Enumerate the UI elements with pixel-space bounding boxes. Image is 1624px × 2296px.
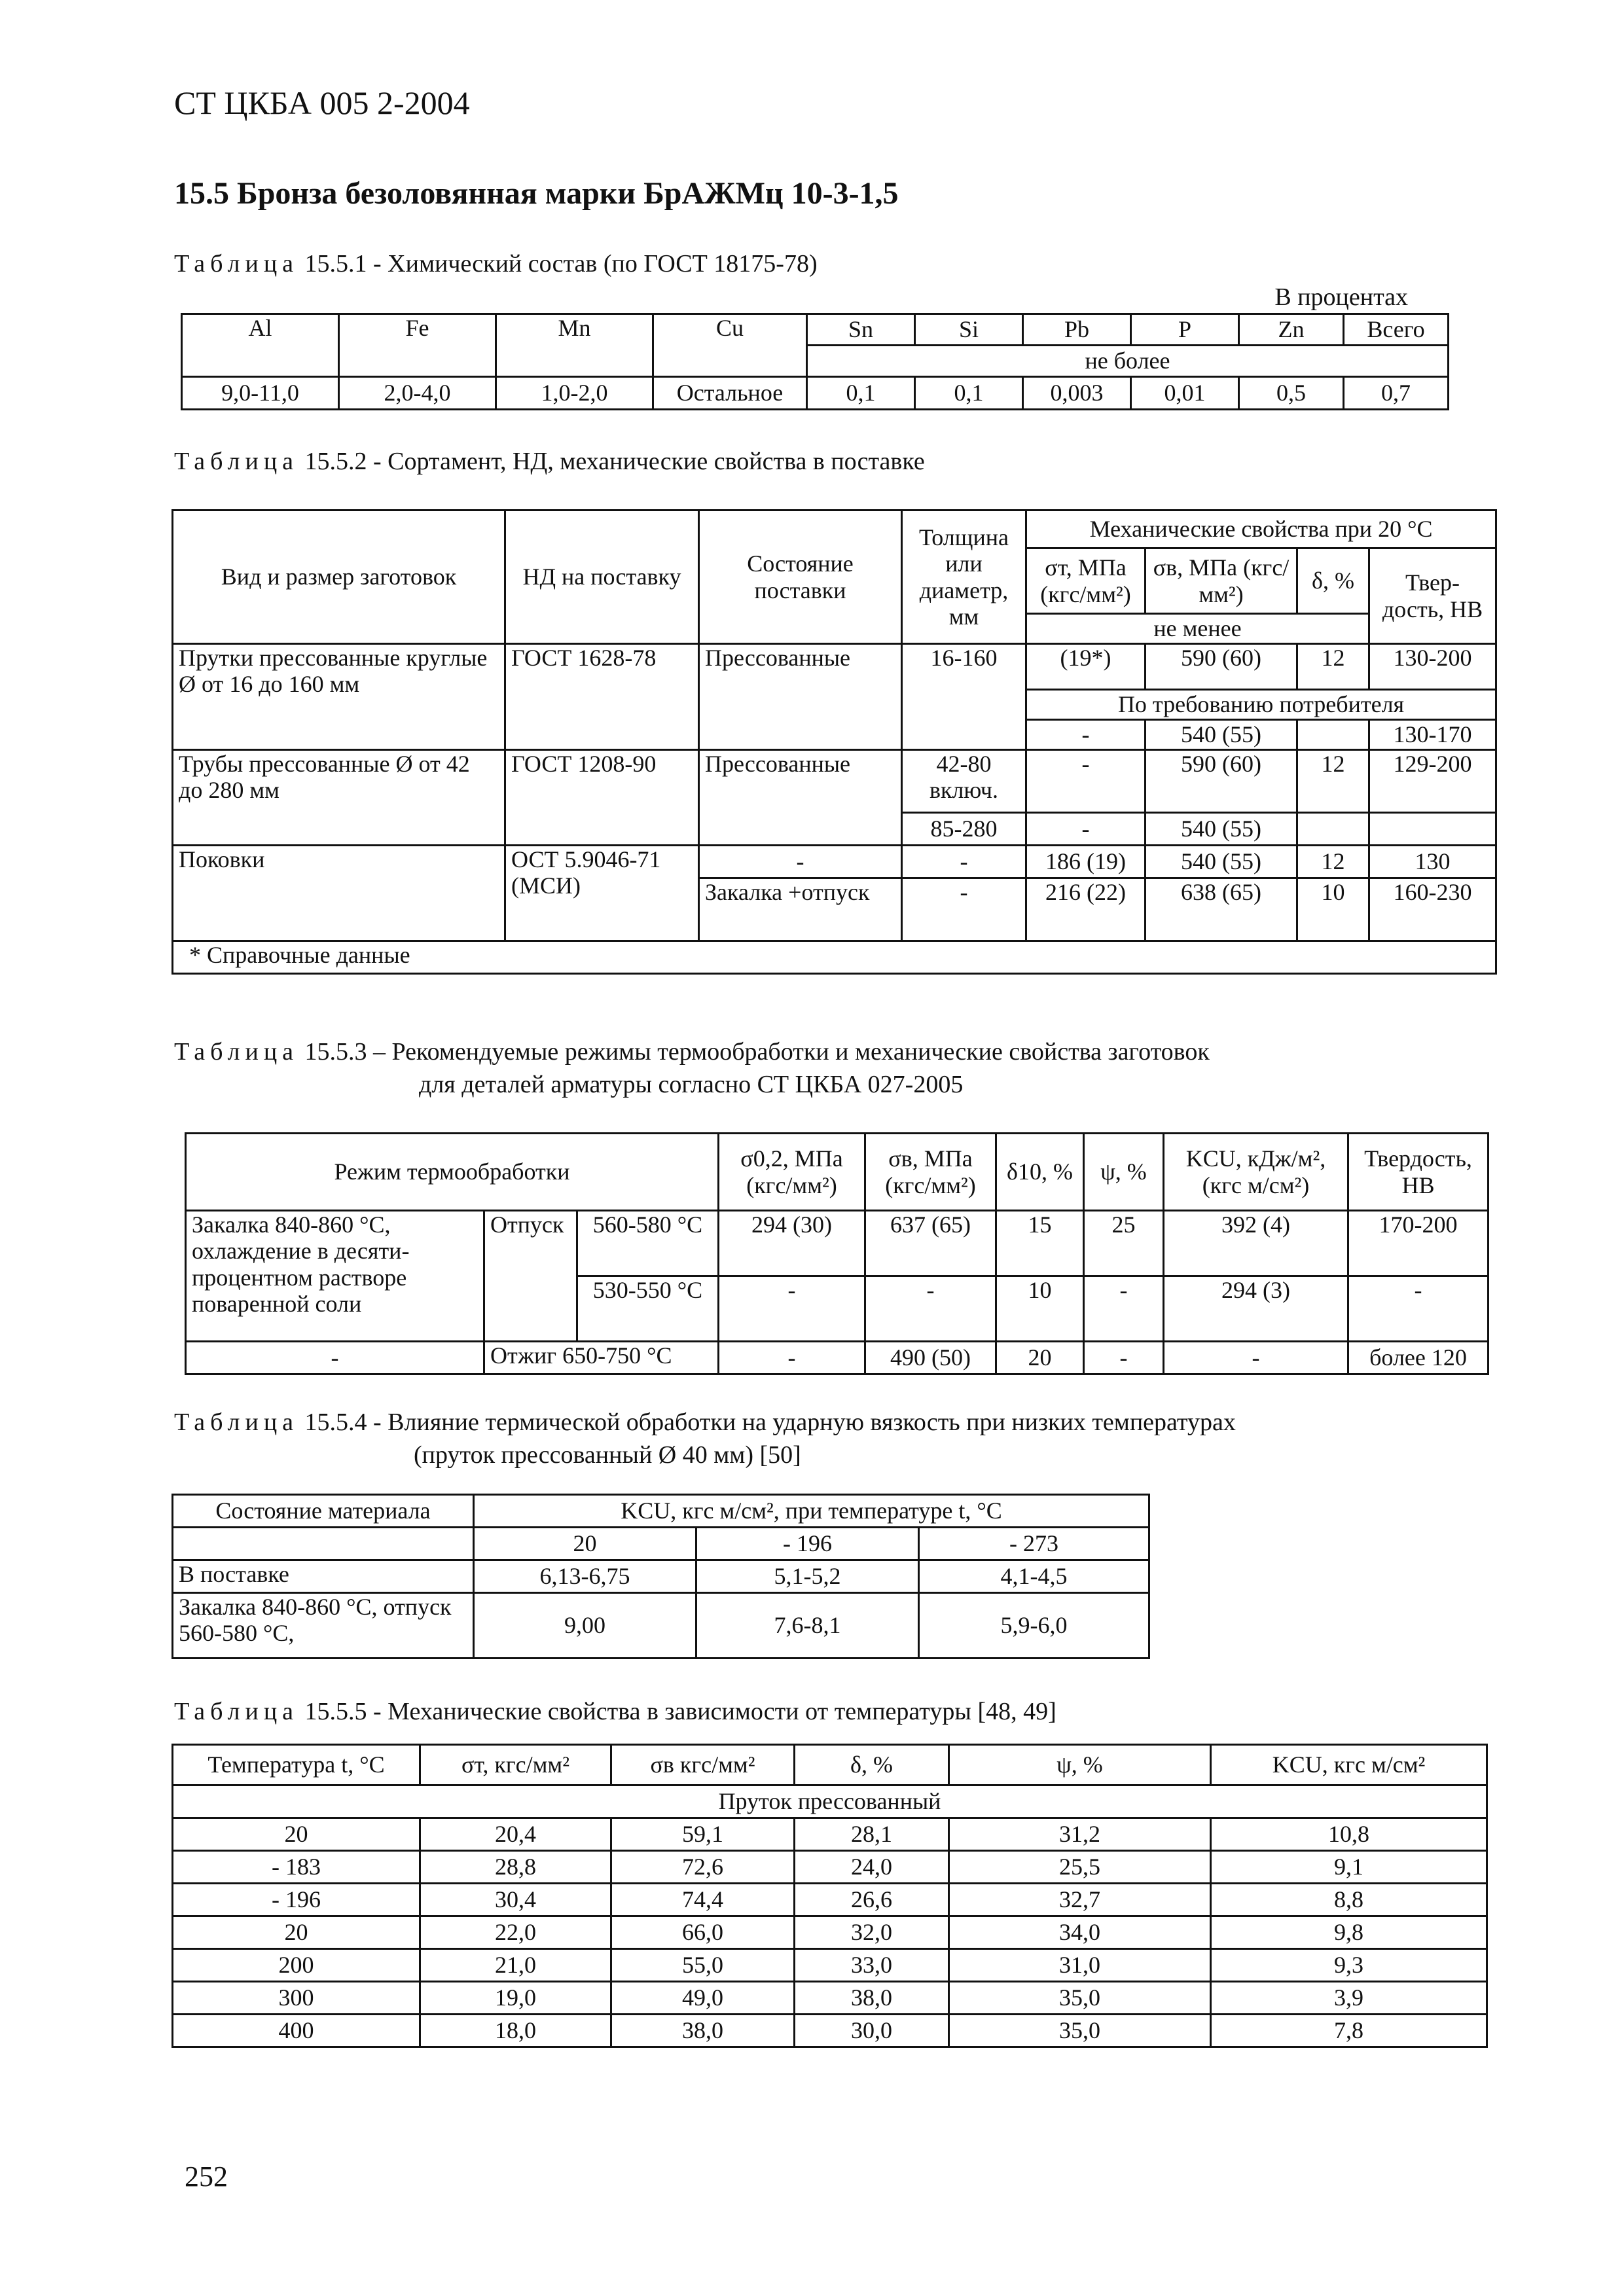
table1-header-cell: Zn [1239, 314, 1344, 346]
table-row [173, 1916, 1487, 1949]
table3-header-psi: ψ, % [1084, 1134, 1164, 1211]
table2-cell-nd: ОСТ 5.9046-71 (МСИ) [505, 846, 699, 941]
table2-cell: 590 (60) [1146, 750, 1297, 813]
table2-cell-state: - [699, 846, 902, 878]
table4-caption-text: 15.5.4 - Влияние термической обработки на ударную вязкость при низких температурах [304, 1408, 1236, 1436]
table5-cell: 35,0 [949, 2015, 1211, 2047]
table3-cell-temper: Отпуск [484, 1211, 577, 1342]
table2-cell-type: Поковки [173, 846, 505, 941]
table4-cell: 6,13-6,75 [474, 1560, 696, 1593]
table4-cell: 7,6-8,1 [696, 1593, 919, 1659]
table1-cell: 0,003 [1023, 377, 1131, 410]
table5-caption-text: 15.5.5 - Механические свойства в зависимости от температуры [48, 49] [304, 1698, 1056, 1725]
table1-unit: В процентах [1274, 283, 1408, 311]
table3-cell: - [1084, 1342, 1164, 1374]
table1-caption [174, 247, 818, 280]
table5-cell: 31,0 [949, 1949, 1211, 1982]
table5-header-cell: σв кгс/мм² [611, 1745, 795, 1785]
table3-header-mode: Режим термообработки [186, 1134, 719, 1211]
table2-cell: - [1026, 750, 1146, 813]
table2-not-less: не менее [1026, 614, 1369, 644]
table3-cell: 294 (3) [1164, 1276, 1348, 1342]
table5-cell: 20,4 [420, 1818, 611, 1851]
table2-cell-state: Прессованные [699, 644, 902, 750]
table2-cell [1297, 720, 1369, 750]
table5-cell: 28,1 [795, 1818, 949, 1851]
table5-cell: 30,4 [420, 1884, 611, 1916]
table2-header-hardness: Твер- дость, НВ [1369, 548, 1496, 644]
table5-header-cell: KCU, кгс м/см² [1211, 1745, 1487, 1785]
table2-cell: 130 [1369, 846, 1496, 878]
table3-caption [174, 1035, 1210, 1068]
table1-cell: Остальное [653, 377, 807, 410]
table5-cell: 38,0 [611, 2015, 795, 2047]
table5-cell: 28,8 [420, 1851, 611, 1884]
table5-cell: 200 [173, 1949, 420, 1982]
table2-header-thickness: Толщина или диаметр, мм [902, 511, 1026, 644]
table4-temp-cell: - 196 [696, 1528, 919, 1560]
table5-cell: 20 [173, 1916, 420, 1949]
table5-cell: 21,0 [420, 1949, 611, 1982]
table5-label: Таблица [174, 1698, 299, 1725]
table2-header-state: Состояние поставки [699, 511, 902, 644]
table5-cell: 49,0 [611, 1982, 795, 2015]
table-row [173, 2015, 1487, 2047]
table2-cell: 12 [1297, 750, 1369, 813]
table2-header-mechanical: Механические свойства при 20 °С [1026, 511, 1496, 548]
table5-group-label: Пруток прессованный [173, 1785, 1487, 1818]
table2-cell [1297, 813, 1369, 846]
table4-header-state: Состояние материала [173, 1495, 474, 1528]
table5-cell: 32,0 [795, 1916, 949, 1949]
table5-cell: 20 [173, 1818, 420, 1851]
table1-header-cell: Al [182, 314, 339, 377]
table3-cell: более 120 [1348, 1342, 1489, 1374]
table3-cell: 15 [996, 1211, 1084, 1276]
table3-cell-quench: Закалка 840-860 °С, охлаждение в десяти-процентном растворе поваренной соли [186, 1211, 484, 1342]
table5-cell: 25,5 [949, 1851, 1211, 1884]
table2-cell-nd: ГОСТ 1208-90 [505, 750, 699, 846]
table2-cell: 130-200 [1369, 644, 1496, 690]
table3-cell: 560-580 °С [577, 1211, 719, 1276]
table2-caption-text: 15.5.2 - Сортамент, НД, механические свойства в поставке [304, 448, 925, 475]
table3-heat-treatment [185, 1132, 1489, 1375]
table2-footnote: * Справочные данные [173, 941, 1496, 974]
table5-cell: 9,1 [1211, 1851, 1487, 1884]
table2-cell-thickness: 85-280 [902, 813, 1026, 846]
table3-header-sb: σв, МПа (кгс/мм²) [865, 1134, 996, 1211]
table2-cell: 540 (55) [1146, 720, 1297, 750]
table4-empty-cell [173, 1528, 474, 1560]
table3-cell: - [1164, 1342, 1348, 1374]
table1-caption-text: 15.5.1 - Химический состав (по ГОСТ 18175-78) [304, 250, 818, 278]
table3-cell: 490 (50) [865, 1342, 996, 1374]
table1-header-cell: Si [915, 314, 1023, 346]
table3-cell: - [865, 1276, 996, 1342]
table1-chemical-composition [181, 313, 1449, 410]
table5-cell: 66,0 [611, 1916, 795, 1949]
table3-header-s02: σ0,2, МПа (кгс/мм²) [719, 1134, 865, 1211]
table3-cell: 392 (4) [1164, 1211, 1348, 1276]
table5-header-cell: δ, % [795, 1745, 949, 1785]
table2-cell-nd: ГОСТ 1628-78 [505, 644, 699, 750]
table5-cell: 8,8 [1211, 1884, 1487, 1916]
table5-cell: 32,7 [949, 1884, 1211, 1916]
table1-header-cell: Sn [807, 314, 915, 346]
table5-header-cell: Температура t, °С [173, 1745, 420, 1785]
table3-cell: 25 [1084, 1211, 1164, 1276]
table3-cell: 294 (30) [719, 1211, 865, 1276]
table3-cell: 637 (65) [865, 1211, 996, 1276]
table2-caption [174, 445, 925, 478]
table2-cell: 12 [1297, 644, 1369, 690]
table4-caption [174, 1406, 1236, 1439]
table5-cell: 38,0 [795, 1982, 949, 2015]
table3-header-hardness: Твердость, НВ [1348, 1134, 1489, 1211]
table-row [173, 1982, 1487, 2015]
table2-cell-type: Трубы прессованные Ø от 42 до 280 мм [173, 750, 505, 846]
table-row [173, 1818, 1487, 1851]
table1-header-cell: Pb [1023, 314, 1131, 346]
document-id: СТ ЦКБА 005 2-2004 [174, 84, 470, 121]
table3-header-kcu: KCU, кДж/м², (кгс м/см²) [1164, 1134, 1348, 1211]
table2-label: Таблица [174, 448, 299, 475]
table2-header-type: Вид и размер заготовок [173, 511, 505, 644]
table5-cell: 31,2 [949, 1818, 1211, 1851]
table-row [173, 1949, 1487, 1982]
table2-header-delta: δ, % [1297, 548, 1369, 614]
table2-cell: 12 [1297, 846, 1369, 878]
table3-caption-text: 15.5.3 – Рекомендуемые режимы термообработки и механические свойства заготовок [304, 1038, 1210, 1066]
table5-cell: 30,0 [795, 2015, 949, 2047]
table2-header-sigma-t: σт, МПа (кгс/мм²) [1026, 548, 1146, 614]
table2-cell: 160-230 [1369, 878, 1496, 941]
table2-cell: 540 (55) [1146, 813, 1297, 846]
table2-cell-state: Прессованные [699, 750, 902, 846]
table2-cell: - [1026, 813, 1146, 846]
table5-mechanical-vs-temperature [171, 1744, 1488, 2048]
table3-cell-anneal: Отжиг 650-750 °С [484, 1342, 719, 1374]
table1-cell: 1,0-2,0 [496, 377, 653, 410]
table5-cell: 74,4 [611, 1884, 795, 1916]
table2-cell: 216 (22) [1026, 878, 1146, 941]
table2-header-sigma-b: σв, МПа (кгс/мм²) [1146, 548, 1297, 614]
table5-cell: 22,0 [420, 1916, 611, 1949]
table4-cell: 5,9-6,0 [919, 1593, 1149, 1659]
table4-caption-line2: (пруток прессованный Ø 40 мм) [50] [414, 1441, 801, 1469]
table2-cell-thickness: - [902, 846, 1026, 878]
table1-subheader: не более [807, 346, 1449, 377]
page-number: 252 [185, 2161, 228, 2193]
table5-cell: 19,0 [420, 1982, 611, 2015]
table4-impact-strength [171, 1494, 1150, 1659]
section-title: 15.5 Бронза безоловянная марки БрАЖМц 10-3-1,5 [174, 176, 899, 211]
table2-cell: 638 (65) [1146, 878, 1297, 941]
table-row [173, 1851, 1487, 1884]
table5-cell: 18,0 [420, 2015, 611, 2047]
table1-cell: 0,1 [915, 377, 1023, 410]
table2-cell: 186 (19) [1026, 846, 1146, 878]
table1-cell: 2,0-4,0 [339, 377, 496, 410]
table2-header-nd: НД на поставку [505, 511, 699, 644]
table3-caption-line2: для деталей арматуры согласно СТ ЦКБА 027-2005 [419, 1071, 964, 1098]
table5-cell: - 196 [173, 1884, 420, 1916]
table4-cell-state: Закалка 840-860 °С, отпуск 560-580 °С, [173, 1593, 474, 1659]
table2-cell: 10 [1297, 878, 1369, 941]
table2-assortment [171, 509, 1497, 975]
table2-cell: - [1026, 720, 1146, 750]
table5-cell: 24,0 [795, 1851, 949, 1884]
table5-header-cell: ψ, % [949, 1745, 1211, 1785]
table3-cell: - [186, 1342, 484, 1374]
table4-cell: 4,1-4,5 [919, 1560, 1149, 1593]
table1-header-cell: Всего [1344, 314, 1449, 346]
table3-cell: 20 [996, 1342, 1084, 1374]
table3-cell: - [1084, 1276, 1164, 1342]
table5-cell: 9,8 [1211, 1916, 1487, 1949]
table4-cell: 5,1-5,2 [696, 1560, 919, 1593]
table5-cell: 59,1 [611, 1818, 795, 1851]
table1-cell: 9,0-11,0 [182, 377, 339, 410]
table3-cell: 10 [996, 1276, 1084, 1342]
table2-cell [1369, 813, 1496, 846]
table5-cell: 72,6 [611, 1851, 795, 1884]
table3-cell: 530-550 °С [577, 1276, 719, 1342]
table2-cell: 590 (60) [1146, 644, 1297, 690]
table5-cell: 34,0 [949, 1916, 1211, 1949]
table2-cell-state: Закалка +отпуск [699, 878, 902, 941]
table2-cell-thickness: - [902, 878, 1026, 941]
table5-cell: 55,0 [611, 1949, 795, 1982]
table4-temp-cell: 20 [474, 1528, 696, 1560]
table1-header-cell: P [1131, 314, 1239, 346]
table1-cell: 0,5 [1239, 377, 1344, 410]
table3-cell: - [719, 1276, 865, 1342]
table5-cell: 7,8 [1211, 2015, 1487, 2047]
table2-cell-type: Прутки прессованные круглые Ø от 16 до 160 мм [173, 644, 505, 750]
table1-cell: 0,7 [1344, 377, 1449, 410]
table1-header-cell: Cu [653, 314, 807, 377]
table2-cell: (19*) [1026, 644, 1146, 690]
table1-cell: 0,01 [1131, 377, 1239, 410]
table4-temp-cell: - 273 [919, 1528, 1149, 1560]
table-row [173, 1884, 1487, 1916]
table5-cell: 33,0 [795, 1949, 949, 1982]
table3-cell: - [1348, 1276, 1489, 1342]
table4-cell: 9,00 [474, 1593, 696, 1659]
table3-label: Таблица [174, 1038, 299, 1066]
table5-cell: 10,8 [1211, 1818, 1487, 1851]
table2-cell: 130-170 [1369, 720, 1496, 750]
table2-by-request: По требованию потребителя [1026, 690, 1496, 720]
table5-header-cell: σт, кгс/мм² [420, 1745, 611, 1785]
table2-cell-thickness: 42-80 включ. [902, 750, 1026, 813]
table2-cell: 540 (55) [1146, 846, 1297, 878]
table5-cell: 400 [173, 2015, 420, 2047]
table1-cell: 0,1 [807, 377, 915, 410]
table4-cell-state: В поставке [173, 1560, 474, 1593]
table5-cell: 35,0 [949, 1982, 1211, 2015]
table5-cell: 3,9 [1211, 1982, 1487, 2015]
table4-label: Таблица [174, 1408, 299, 1436]
table3-header-d10: δ10, % [996, 1134, 1084, 1211]
table5-cell: 300 [173, 1982, 420, 2015]
table2-cell-thickness: 16-160 [902, 644, 1026, 750]
table1-header-cell: Fe [339, 314, 496, 377]
table2-cell: 129-200 [1369, 750, 1496, 813]
table5-cell: 9,3 [1211, 1949, 1487, 1982]
table5-caption [174, 1695, 1056, 1728]
table3-cell: - [719, 1342, 865, 1374]
table4-header-kcu: KCU, кгс м/см², при температуре t, °С [474, 1495, 1149, 1528]
table3-cell: 170-200 [1348, 1211, 1489, 1276]
table1-header-cell: Mn [496, 314, 653, 377]
table5-cell: - 183 [173, 1851, 420, 1884]
table5-cell: 26,6 [795, 1884, 949, 1916]
table1-label: Таблица [174, 250, 299, 278]
